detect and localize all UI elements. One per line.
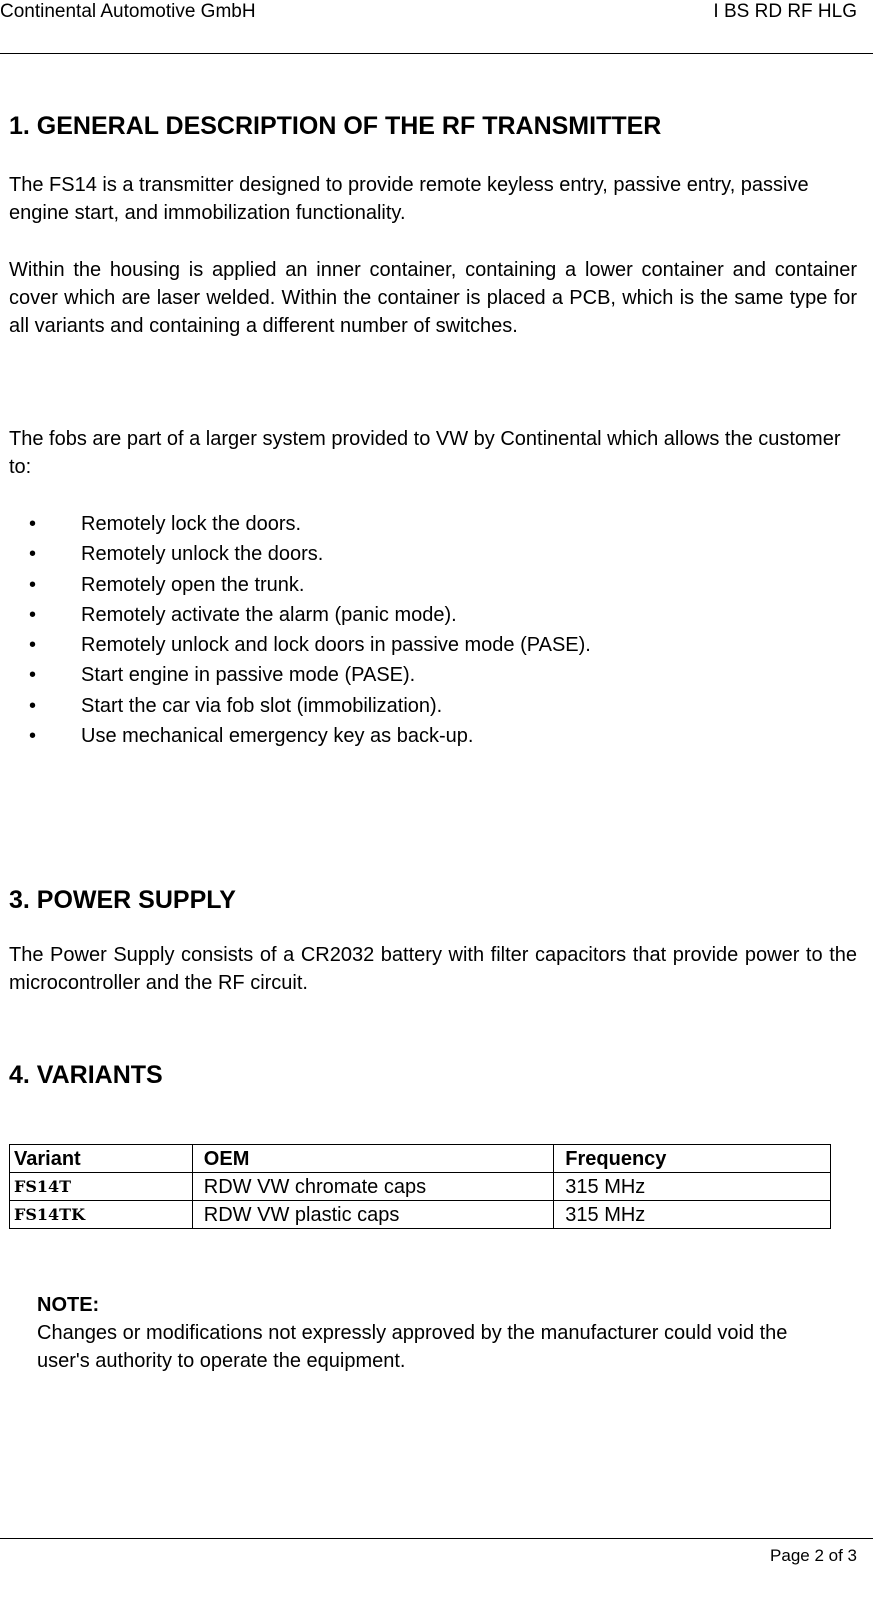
list-item: • Remotely unlock the doors. (9, 539, 809, 569)
section3-title: 3. POWER SUPPLY (9, 886, 236, 914)
section1-paragraph-3: The fobs are part of a larger system provided to VW by Continental which allows the customer to: (9, 428, 841, 478)
bullet-icon: • (29, 634, 37, 657)
table-header-variant: Variant (10, 1145, 193, 1173)
section3-paragraph: The Power Supply consists of a CR2032 battery with filter capacitors that provide power to the microcontroller and the RF circuit. (9, 944, 857, 994)
table-row (10, 1173, 831, 1201)
header-department: I BS RD RF HLG (713, 1, 857, 22)
section1-paragraph-2: Within the housing is applied an inner container, containing a lower container and container cover which are laser welded. Within the container is placed a PCB, which is the same type for all variants and containing a different number of switches. (9, 259, 857, 337)
note-text: Changes or modifications not expressly approved by the manufacturer could void the user's authority to operate the equipment. (37, 1322, 788, 1372)
list-item: • Start engine in passive mode (PASE). (9, 660, 809, 690)
section1-para1-wrap (9, 171, 857, 227)
note-block (37, 1291, 837, 1375)
list-item: • Remotely activate the alarm (panic mode). (9, 600, 809, 630)
header-company: Continental Automotive GmbH (0, 1, 256, 22)
section1-para2-wrap (9, 256, 857, 340)
bullet-icon: • (29, 694, 37, 717)
table-cell-frequency: 315 MHz (554, 1173, 831, 1201)
bullet-icon: • (29, 543, 37, 566)
table-cell-oem: RDW VW plastic caps (192, 1201, 553, 1229)
table-header-oem: OEM (192, 1145, 553, 1173)
list-item: • Remotely unlock and lock doors in passive mode (PASE). (9, 630, 809, 660)
footer-divider (0, 1538, 873, 1539)
bullet-icon: • (29, 603, 37, 626)
list-item: • Remotely open the trunk. (9, 570, 809, 600)
table-cell-variant: FS14T (10, 1173, 193, 1201)
list-item: • Start the car via fob slot (immobilization). (9, 691, 809, 721)
section1-title: 1. GENERAL DESCRIPTION OF THE RF TRANSMITTER (9, 112, 662, 140)
table-cell-oem: RDW VW chromate caps (192, 1173, 553, 1201)
list-item: • Remotely lock the doors. (9, 509, 809, 539)
section1-paragraph-1: The FS14 is a transmitter designed to provide remote keyless entry, passive entry, passive engine start, and immobilization functionality. (9, 174, 809, 224)
bullet-icon: • (29, 725, 37, 748)
bullet-icon: • (29, 573, 37, 596)
section3-heading-wrap (9, 885, 857, 915)
page-number: Page 2 of 3 (770, 1546, 857, 1565)
bullet-icon: • (29, 513, 37, 535)
section1-para3-wrap (9, 425, 857, 481)
table-row (10, 1201, 831, 1229)
page-header (0, 0, 857, 34)
table-cell-variant: FS14TK (10, 1201, 193, 1229)
section4-heading-wrap (9, 1060, 857, 1090)
variants-table (9, 1144, 831, 1229)
table-header-row (10, 1145, 831, 1173)
table-header-frequency: Frequency (554, 1145, 831, 1173)
section3-para-wrap (9, 941, 857, 997)
table-cell-frequency: 315 MHz (554, 1201, 831, 1229)
list-item: • Use mechanical emergency key as back-up. (9, 721, 809, 751)
note-title: NOTE: (37, 1294, 100, 1316)
section4-title: 4. VARIANTS (9, 1061, 163, 1089)
bullet-icon: • (29, 664, 37, 687)
section1-heading-wrap (9, 111, 857, 141)
header-divider (0, 53, 873, 54)
feature-list (9, 509, 809, 751)
